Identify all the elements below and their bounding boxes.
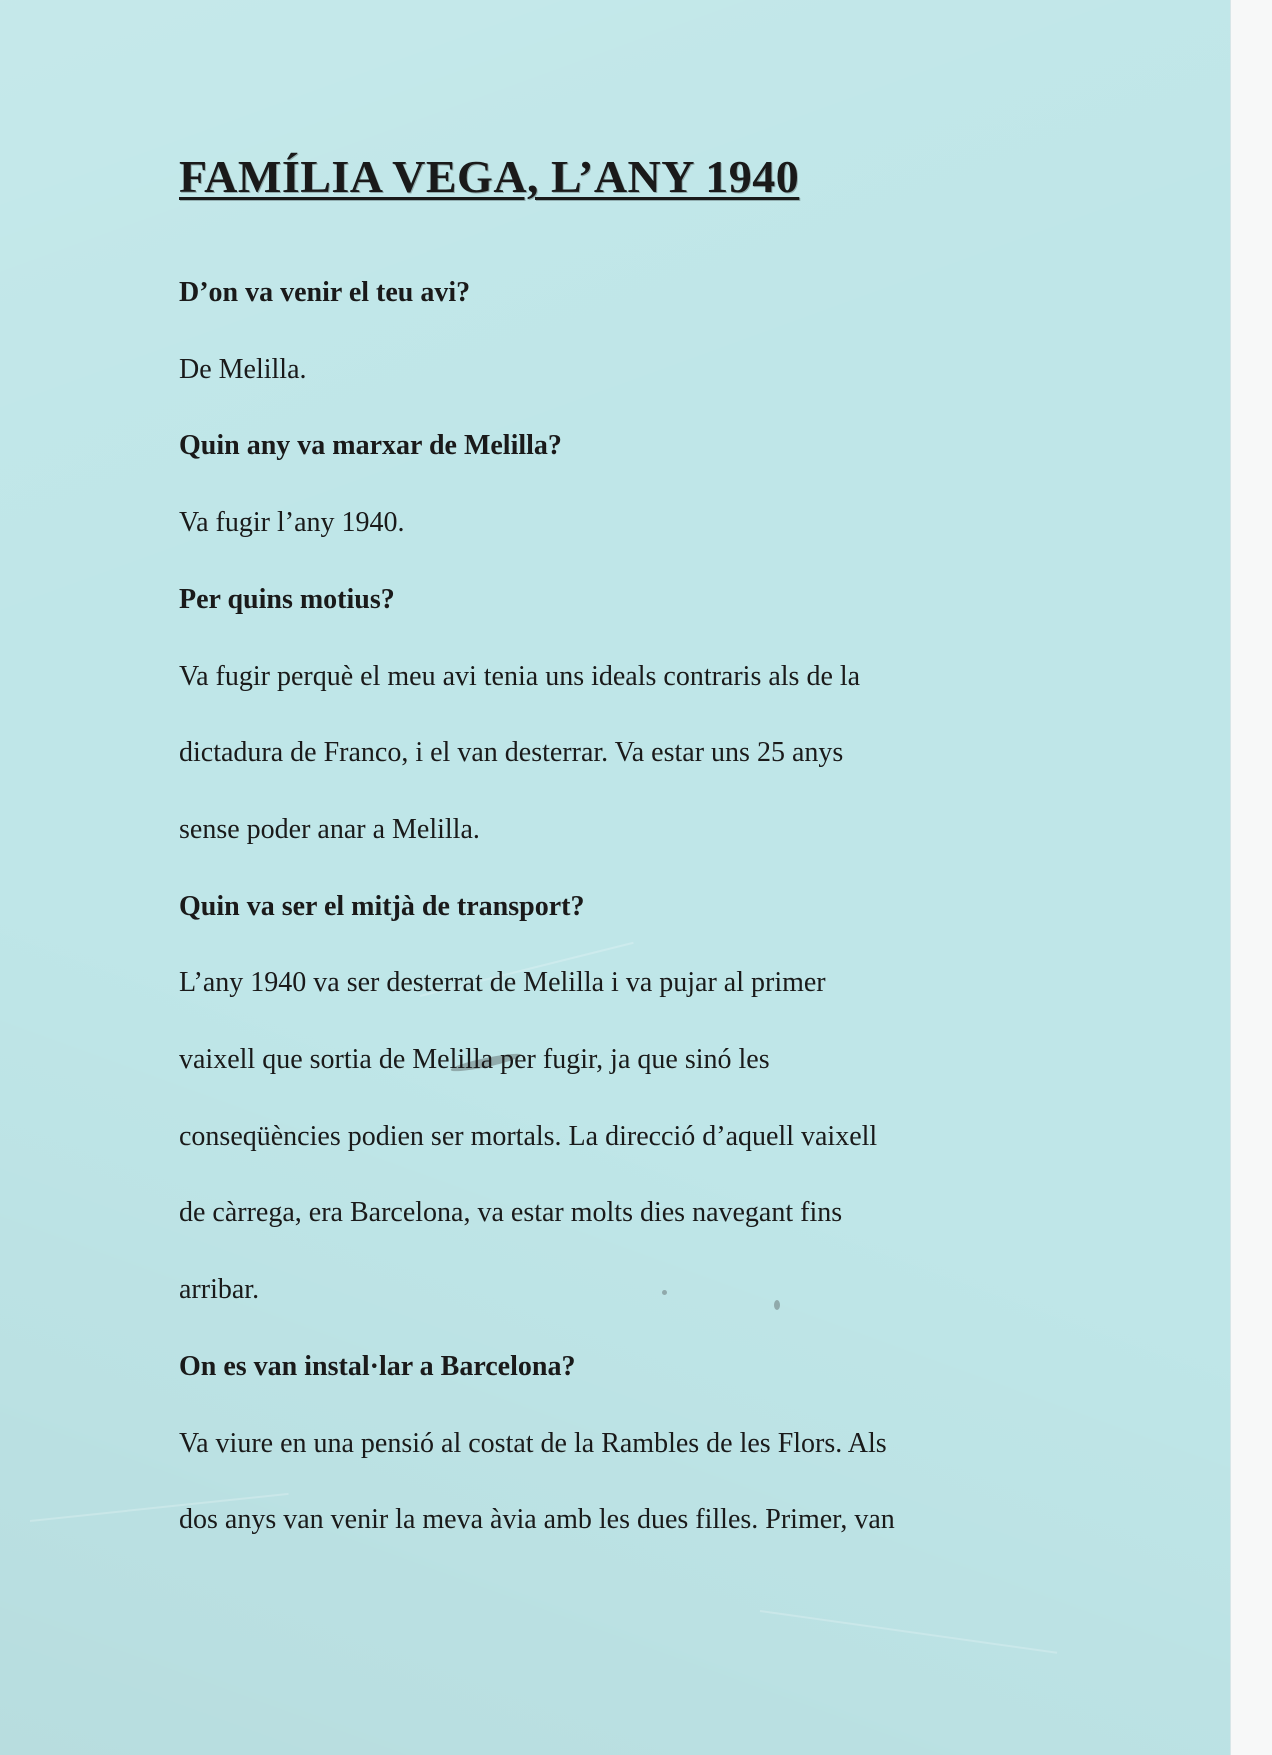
answer-line: sense poder anar a Melilla.	[179, 813, 480, 845]
ink-speck	[662, 1290, 667, 1295]
question-heading: Quin va ser el mitjà de transport?	[179, 890, 585, 922]
answer-line: conseqüències podien ser mortals. La direcció d’aquell vaixell	[179, 1120, 878, 1152]
answer-line: arribar.	[179, 1274, 260, 1306]
answer-line: vaixell que sortia de Melilla per fugir, ja que sinó les	[179, 1044, 770, 1075]
answer-line: Va fugir l’any 1940.	[179, 507, 405, 539]
question-heading: D’on va venir el teu avi?	[179, 277, 471, 308]
answer-line: L’any 1940 va ser desterrat de Melilla i va pujar al primer	[179, 967, 826, 999]
question-heading: Per quins motius?	[179, 583, 395, 615]
question-heading: On es van instal·lar a Barcelona?	[179, 1350, 576, 1382]
paper-crease	[760, 1610, 1057, 1654]
ink-speck	[774, 1300, 780, 1310]
question-heading: Quin any va marxar de Melilla?	[179, 430, 562, 462]
answer-line: dos anys van venir la meva àvia amb les dues filles. Primer, van	[179, 1504, 895, 1536]
answer-line: De Melilla.	[179, 353, 307, 385]
answer-line: dictadura de Franco, i el van desterrar. Va estar uns 25 anys	[179, 737, 844, 769]
scanner-edge	[1230, 0, 1272, 1755]
page-title: FAMÍLIA VEGA, L’ANY 1940	[179, 151, 800, 202]
answer-line: Va viure en una pensió al costat de la Rambles de les Flors. Als	[179, 1427, 887, 1459]
answer-line: de càrrega, era Barcelona, va estar molts dies navegant fins	[179, 1197, 843, 1229]
answer-line: Va fugir perquè el meu avi tenia uns ideals contraris als de la	[179, 660, 861, 692]
